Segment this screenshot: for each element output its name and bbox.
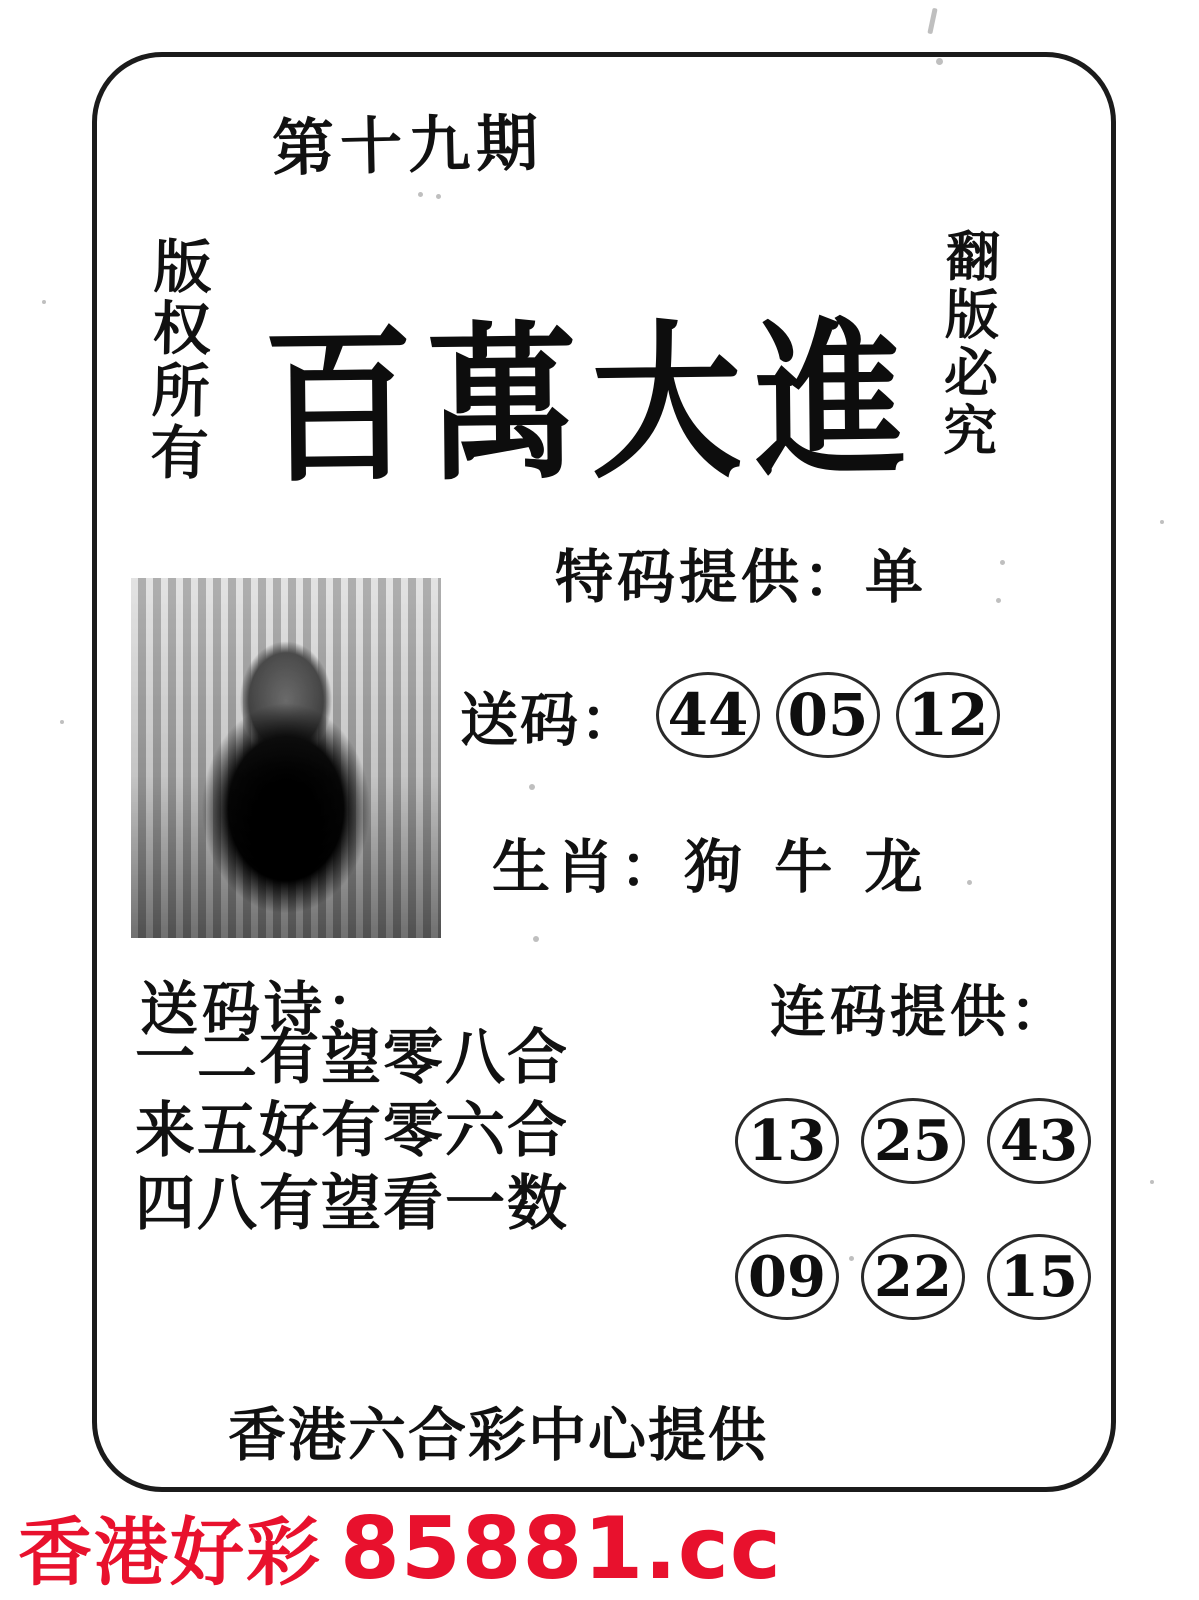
lian-code-ball: 43 [987, 1098, 1091, 1184]
lian-code-ball: 22 [861, 1234, 965, 1320]
footer-source-text: 香港六合彩中心提供 [228, 1401, 769, 1469]
zodiac-values: 狗 牛 龙 [684, 833, 929, 901]
poem-line: 来五好有零六合 [135, 1096, 569, 1167]
scan-speck [1160, 520, 1164, 524]
send-code-ball: 44 [656, 672, 760, 758]
lian-code-title: 连码提供： [770, 979, 1070, 1045]
portrait-shading [131, 578, 441, 938]
poem-title: 送码诗： [140, 975, 389, 1043]
poem-line: 一二有望零八合 [135, 1023, 569, 1093]
copyright-right-text: 翻版必究 [934, 227, 1003, 461]
zodiac-label: 生肖： [492, 833, 685, 901]
poem-lines [135, 1022, 569, 1242]
send-code-row [460, 672, 1000, 758]
scan-speck [1150, 1180, 1154, 1184]
watermark-domain: 85881.cc [340, 1499, 782, 1599]
send-code-ball: 05 [776, 672, 880, 758]
special-code-value: 单 [865, 543, 928, 611]
watermark-chinese: 香港好彩 [18, 1510, 322, 1596]
scan-speck [42, 300, 46, 304]
poem-line: 四八有望看一数 [135, 1169, 569, 1240]
lian-code-ball: 15 [987, 1234, 1091, 1320]
lian-code-row [735, 1098, 1110, 1184]
special-code-label: 特码提供： [555, 543, 866, 611]
lian-code-ball: 25 [861, 1098, 965, 1184]
copyright-left-text: 版权所有 [139, 235, 213, 485]
watermark [18, 1494, 782, 1600]
lian-code-ball: 13 [735, 1098, 839, 1184]
issue-label: 第十九期 [271, 106, 545, 185]
page-title: 百萬大進 [262, 301, 921, 507]
lian-code-row [735, 1234, 1110, 1320]
zodiac-row [492, 820, 928, 904]
lian-code-ball: 09 [735, 1234, 839, 1320]
portrait-photo [131, 578, 441, 938]
special-code-row [555, 530, 927, 614]
scan-speck [927, 8, 937, 34]
send-code-label: 送码： [460, 686, 641, 754]
send-code-ball: 12 [896, 672, 1000, 758]
scan-speck [60, 720, 64, 724]
lian-code-grid [735, 1098, 1110, 1370]
